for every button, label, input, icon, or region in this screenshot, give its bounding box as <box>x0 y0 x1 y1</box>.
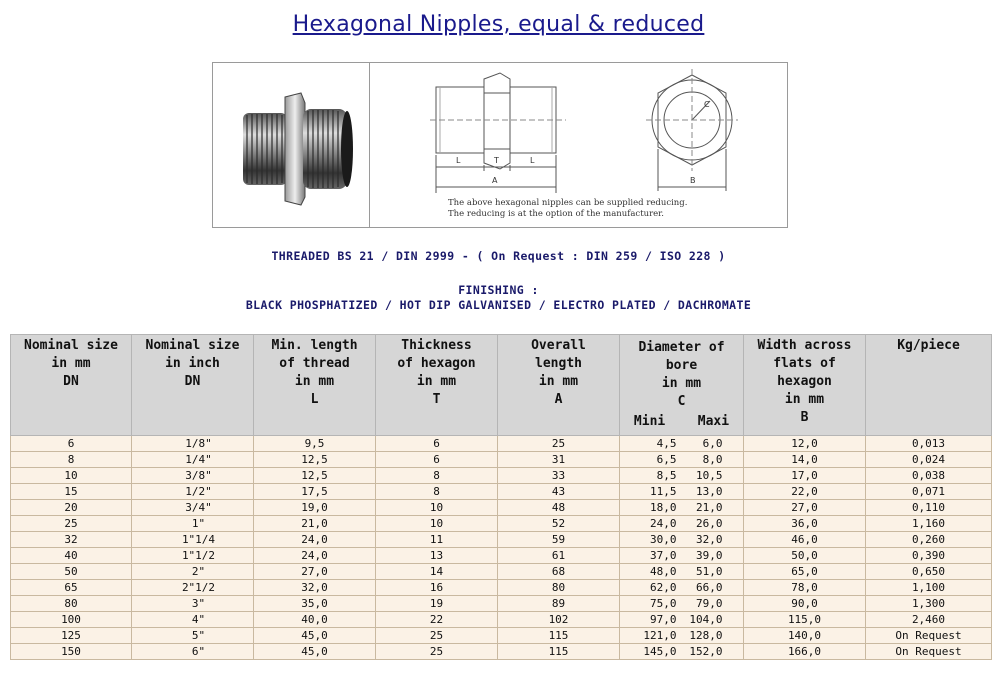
table-row <box>11 468 992 484</box>
cell-thread-length: 17,5 <box>254 484 376 500</box>
dim-label-c: C <box>704 100 710 109</box>
cell-hex-thickness: 8 <box>376 484 498 500</box>
cell-bore-min: 11,5 <box>650 485 677 498</box>
cell-bore-max: 51,0 <box>696 565 723 578</box>
cell-overall-length: 43 <box>498 484 620 500</box>
cell-dn-inch: 1"1/4 <box>132 532 254 548</box>
cell-dn-inch: 1/2" <box>132 484 254 500</box>
cell-bore-max: 66,0 <box>696 581 723 594</box>
cell-dn-inch: 1"1/2 <box>132 548 254 564</box>
cell-bore-diameter <box>620 484 744 500</box>
cell-thread-length: 40,0 <box>254 612 376 628</box>
cell-kg-piece: 0,024 <box>866 452 992 468</box>
cell-hex-thickness: 25 <box>376 644 498 660</box>
cell-dn-mm: 25 <box>11 516 132 532</box>
cell-overall-length: 52 <box>498 516 620 532</box>
technical-drawing <box>370 63 787 227</box>
cell-hex-thickness: 13 <box>376 548 498 564</box>
cell-bore-min: 4,5 <box>656 437 677 450</box>
cell-overall-length: 61 <box>498 548 620 564</box>
cell-hex-thickness: 19 <box>376 596 498 612</box>
cell-bore-max: 8,0 <box>702 453 723 466</box>
cell-width-flats: 36,0 <box>744 516 866 532</box>
cell-thread-length: 12,5 <box>254 468 376 484</box>
cell-dn-mm: 40 <box>11 548 132 564</box>
cell-bore-min: 97,0 <box>650 613 677 626</box>
header-kg-piece: Kg/piece <box>866 335 992 436</box>
finishing-label: FINISHING : <box>458 283 539 297</box>
cell-dn-mm: 150 <box>11 644 132 660</box>
cell-width-flats: 27,0 <box>744 500 866 516</box>
cell-hex-thickness: 25 <box>376 628 498 644</box>
header-thread-length: Min. length of thread in mm L <box>254 335 376 436</box>
table-row <box>11 436 992 452</box>
cell-hex-thickness: 6 <box>376 436 498 452</box>
cell-dn-mm: 32 <box>11 532 132 548</box>
cell-bore-max: 13,0 <box>696 485 723 498</box>
cell-width-flats: 115,0 <box>744 612 866 628</box>
page-title: Hexagonal Nipples, equal & reduced <box>292 12 705 37</box>
cell-dn-inch: 3" <box>132 596 254 612</box>
cell-kg-piece: 0,071 <box>866 484 992 500</box>
cell-thread-length: 27,0 <box>254 564 376 580</box>
cell-width-flats: 65,0 <box>744 564 866 580</box>
cell-overall-length: 33 <box>498 468 620 484</box>
table-row <box>11 596 992 612</box>
cell-dn-inch: 1/8" <box>132 436 254 452</box>
cell-width-flats: 140,0 <box>744 628 866 644</box>
cell-bore-max: 128,0 <box>689 629 723 642</box>
cell-dn-inch: 3/8" <box>132 468 254 484</box>
table-row <box>11 532 992 548</box>
cell-bore-diameter <box>620 564 744 580</box>
cell-kg-piece: 1,100 <box>866 580 992 596</box>
cell-kg-piece: 0,260 <box>866 532 992 548</box>
nipple-photo-image <box>213 63 369 227</box>
cell-bore-min: 48,0 <box>650 565 677 578</box>
cell-dn-inch: 1/4" <box>132 452 254 468</box>
cell-bore-max: 10,5 <box>696 469 723 482</box>
cell-bore-max: 152,0 <box>689 645 723 658</box>
cell-bore-min: 8,5 <box>656 469 677 482</box>
cell-bore-min: 30,0 <box>650 533 677 546</box>
cell-width-flats: 78,0 <box>744 580 866 596</box>
cell-width-flats: 46,0 <box>744 532 866 548</box>
cell-width-flats: 14,0 <box>744 452 866 468</box>
page-title-wrapper <box>0 12 997 37</box>
cell-hex-thickness: 10 <box>376 516 498 532</box>
cell-kg-piece: 0,390 <box>866 548 992 564</box>
cell-bore-diameter <box>620 452 744 468</box>
cell-overall-length: 89 <box>498 596 620 612</box>
cell-bore-min: 62,0 <box>650 581 677 594</box>
cell-dn-mm: 6 <box>11 436 132 452</box>
cell-overall-length: 25 <box>498 436 620 452</box>
table-row <box>11 452 992 468</box>
cell-bore-diameter <box>620 628 744 644</box>
cell-thread-length: 24,0 <box>254 532 376 548</box>
cell-kg-piece: On Request <box>866 644 992 660</box>
dim-label-t: T <box>494 156 499 165</box>
header-nominal-mm: Nominal size in mm DN <box>11 335 132 436</box>
cell-bore-min: 121,0 <box>643 629 677 642</box>
header-bore-diameter: Diameter of bore in mm C Mini Maxi <box>620 335 744 436</box>
cell-thread-length: 21,0 <box>254 516 376 532</box>
table-row <box>11 580 992 596</box>
cell-kg-piece: 0,013 <box>866 436 992 452</box>
cell-bore-max: 39,0 <box>696 549 723 562</box>
cell-dn-mm: 10 <box>11 468 132 484</box>
cell-bore-diameter <box>620 580 744 596</box>
header-bore-max: Maxi <box>697 414 730 429</box>
cell-width-flats: 12,0 <box>744 436 866 452</box>
figure-note-2: The reducing is at the option of the manufacturer. <box>448 209 665 219</box>
cell-dn-inch: 5" <box>132 628 254 644</box>
cell-bore-min: 6,5 <box>656 453 677 466</box>
cell-bore-diameter <box>620 468 744 484</box>
table-row <box>11 548 992 564</box>
cell-kg-piece: 1,300 <box>866 596 992 612</box>
dimensions-table <box>10 334 992 660</box>
cell-width-flats: 90,0 <box>744 596 866 612</box>
cell-kg-piece: On Request <box>866 628 992 644</box>
table-row <box>11 516 992 532</box>
cell-kg-piece: 2,460 <box>866 612 992 628</box>
table-row <box>11 628 992 644</box>
header-width-flats: Width across flats of hexagon in mm B <box>744 335 866 436</box>
cell-overall-length: 68 <box>498 564 620 580</box>
cell-width-flats: 22,0 <box>744 484 866 500</box>
cell-overall-length: 80 <box>498 580 620 596</box>
cell-bore-min: 145,0 <box>643 645 677 658</box>
table-body <box>11 436 992 660</box>
table-row <box>11 484 992 500</box>
cell-bore-diameter <box>620 500 744 516</box>
product-figure <box>212 62 788 228</box>
cell-thread-length: 9,5 <box>254 436 376 452</box>
header-hex-thickness: Thickness of hexagon in mm T <box>376 335 498 436</box>
cell-overall-length: 48 <box>498 500 620 516</box>
cell-width-flats: 50,0 <box>744 548 866 564</box>
cell-bore-max: 79,0 <box>696 597 723 610</box>
cell-hex-thickness: 8 <box>376 468 498 484</box>
cell-bore-min: 37,0 <box>650 549 677 562</box>
cell-bore-max: 26,0 <box>696 517 723 530</box>
cell-bore-min: 24,0 <box>650 517 677 530</box>
table-row <box>11 644 992 660</box>
table-row <box>11 612 992 628</box>
table-row <box>11 564 992 580</box>
cell-dn-mm: 20 <box>11 500 132 516</box>
cell-overall-length: 115 <box>498 644 620 660</box>
cell-bore-max: 32,0 <box>696 533 723 546</box>
cell-hex-thickness: 10 <box>376 500 498 516</box>
cell-thread-length: 45,0 <box>254 628 376 644</box>
cell-overall-length: 102 <box>498 612 620 628</box>
cell-dn-inch: 2"1/2 <box>132 580 254 596</box>
thread-standard: THREADED BS 21 / DIN 2999 - ( On Request : DIN 259 / ISO 228 ) <box>271 249 726 263</box>
cell-dn-mm: 50 <box>11 564 132 580</box>
header-overall-length: Overall length in mm A <box>498 335 620 436</box>
dim-label-l1: L <box>456 156 461 165</box>
header-nominal-inch: Nominal size in inch DN <box>132 335 254 436</box>
cell-dn-mm: 125 <box>11 628 132 644</box>
cell-dn-inch: 2" <box>132 564 254 580</box>
cell-dn-mm: 80 <box>11 596 132 612</box>
cell-thread-length: 35,0 <box>254 596 376 612</box>
cell-overall-length: 115 <box>498 628 620 644</box>
cell-dn-inch: 3/4" <box>132 500 254 516</box>
cell-thread-length: 24,0 <box>254 548 376 564</box>
cell-dn-inch: 6" <box>132 644 254 660</box>
cell-hex-thickness: 22 <box>376 612 498 628</box>
cell-kg-piece: 0,110 <box>866 500 992 516</box>
cell-hex-thickness: 11 <box>376 532 498 548</box>
cell-width-flats: 17,0 <box>744 468 866 484</box>
cell-bore-min: 75,0 <box>650 597 677 610</box>
cell-dn-mm: 100 <box>11 612 132 628</box>
cell-hex-thickness: 14 <box>376 564 498 580</box>
cell-thread-length: 32,0 <box>254 580 376 596</box>
table-header-row <box>11 335 992 436</box>
cell-thread-length: 12,5 <box>254 452 376 468</box>
cell-bore-diameter <box>620 612 744 628</box>
cell-bore-diameter <box>620 532 744 548</box>
cell-bore-max: 104,0 <box>689 613 723 626</box>
bore-minmax <box>620 413 743 431</box>
header-bore-min: Mini <box>633 414 666 429</box>
cell-bore-max: 6,0 <box>702 437 723 450</box>
cell-thread-length: 45,0 <box>254 644 376 660</box>
cell-width-flats: 166,0 <box>744 644 866 660</box>
cell-dn-inch: 4" <box>132 612 254 628</box>
dim-label-a: A <box>492 176 498 185</box>
cell-overall-length: 31 <box>498 452 620 468</box>
cell-hex-thickness: 16 <box>376 580 498 596</box>
cell-dn-mm: 15 <box>11 484 132 500</box>
cell-bore-diameter <box>620 596 744 612</box>
table-row <box>11 500 992 516</box>
cell-dn-mm: 65 <box>11 580 132 596</box>
cell-kg-piece: 1,160 <box>866 516 992 532</box>
dim-label-b: B <box>690 176 696 185</box>
cell-thread-length: 19,0 <box>254 500 376 516</box>
cell-bore-diameter <box>620 644 744 660</box>
cell-dn-mm: 8 <box>11 452 132 468</box>
cell-overall-length: 59 <box>498 532 620 548</box>
cell-hex-thickness: 6 <box>376 452 498 468</box>
cell-kg-piece: 0,038 <box>866 468 992 484</box>
nipple-photo <box>213 63 370 227</box>
cell-bore-min: 18,0 <box>650 501 677 514</box>
cell-bore-diameter <box>620 436 744 452</box>
finishing-options: BLACK PHOSPHATIZED / HOT DIP GALVANISED / ELECTRO PLATED / DACHROMATE <box>245 298 752 312</box>
cell-bore-diameter <box>620 548 744 564</box>
cell-kg-piece: 0,650 <box>866 564 992 580</box>
figure-note-1: The above hexagonal nipples can be supplied reducing. <box>448 198 688 208</box>
dim-label-l2: L <box>530 156 535 165</box>
cell-bore-diameter <box>620 516 744 532</box>
cell-bore-max: 21,0 <box>696 501 723 514</box>
cell-dn-inch: 1" <box>132 516 254 532</box>
